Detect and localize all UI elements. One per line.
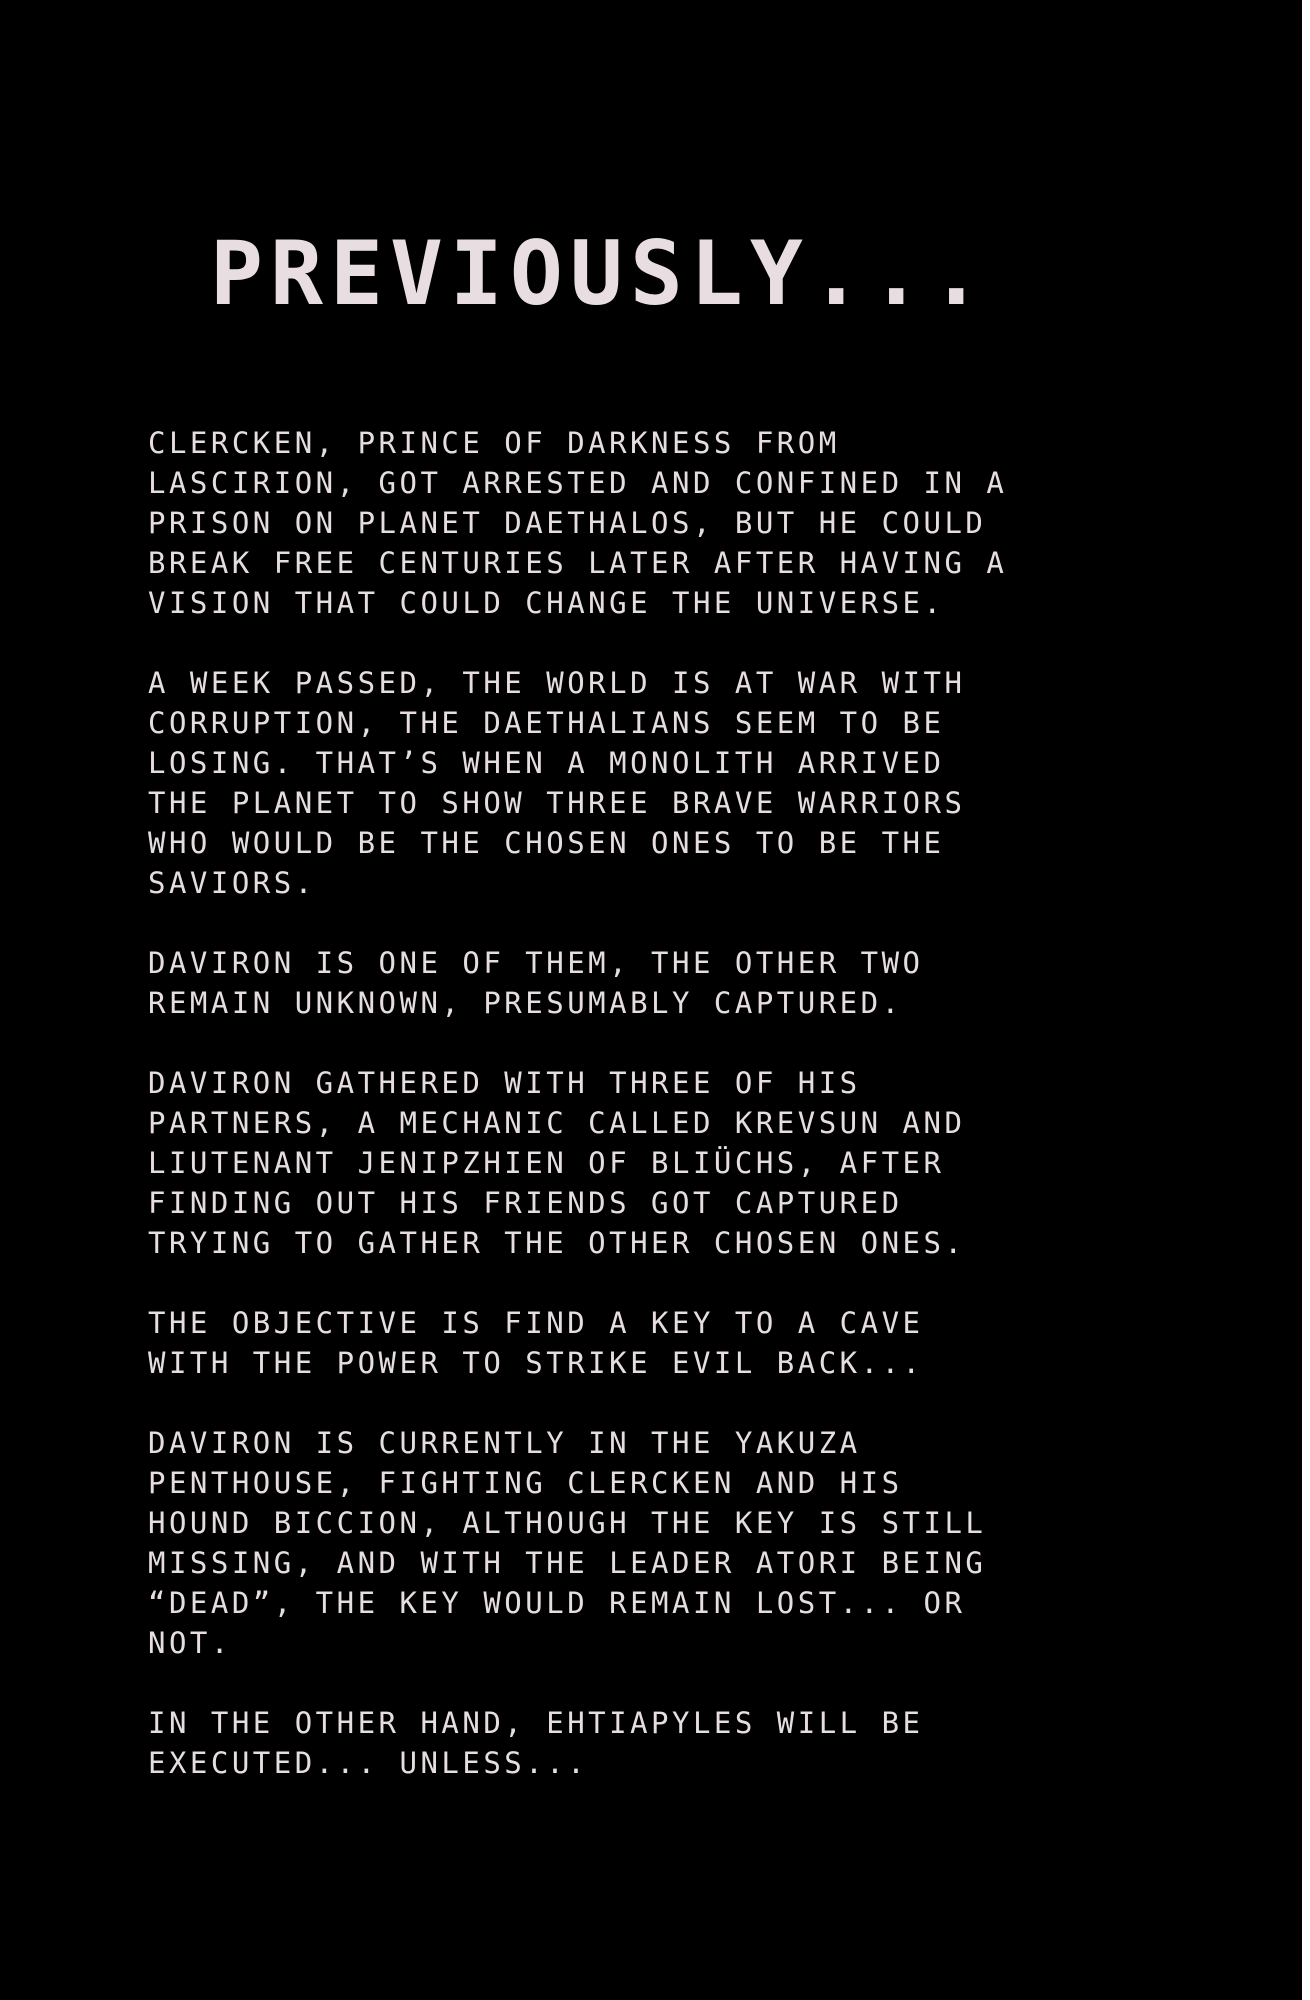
recap-paragraph-2: A WEEK PASSED, THE WORLD IS AT WAR WITH CORRUPTION, THE DAETHALIANS SEEM TO BE LOSING. THAT’S WHEN A MONOLITH ARRIVED THE PLANET TO SHOW THREE BRAVE WARRIORS WHO WOULD BE THE CHOSEN ONES TO BE THE SAVIORS. [148,666,966,900]
recap-paragraph-6: DAVIRON IS CURRENTLY IN THE YAKUZA PENTHOUSE, FIGHTING CLERCKEN AND HIS HOUND BICCION, ALTHOUGH THE KEY IS STILL MISSING, AND WITH THE LEADER ATORI BEING “DEAD”, THE KEY WOULD REMAIN LOST... OR NOT. [148,1426,987,1660]
recap-paragraph-5: THE OBJECTIVE IS FIND A KEY TO A CAVE WITH THE POWER TO STRIKE EVIL BACK... [148,1306,924,1380]
recap-paragraph-7: IN THE OTHER HAND, EHTIAPYLES WILL BE EXECUTED... UNLESS... [148,1706,924,1780]
recap-paragraph-4: DAVIRON GATHERED WITH THREE OF HIS PARTNERS, A MECHANIC CALLED KREVSUN AND LIUTENANT JENIPZHIEN OF BLIÜCHS, AFTER FINDING OUT HIS FRIENDS GOT CAPTURED TRYING TO GATHER THE OTHER CHOSEN ONES. [148,1066,966,1260]
recap-paragraph-1: CLERCKEN, PRINCE OF DARKNESS FROM LASCIRION, GOT ARRESTED AND CONFINED IN A PRISON ON PLANET DAETHALOS, BUT HE COULD BREAK FREE CENTURIES LATER AFTER HAVING A VISION THAT COULD CHANGE THE UNIVERSE. [148,426,1008,620]
story-recap [148,423,1208,1823]
page-title: PREVIOUSLY... [210,222,990,325]
recap-paragraph-3: DAVIRON IS ONE OF THEM, THE OTHER TWO REMAIN UNKNOWN, PRESUMABLY CAPTURED. [148,946,924,1020]
page-edge-strip [1302,0,1310,2000]
